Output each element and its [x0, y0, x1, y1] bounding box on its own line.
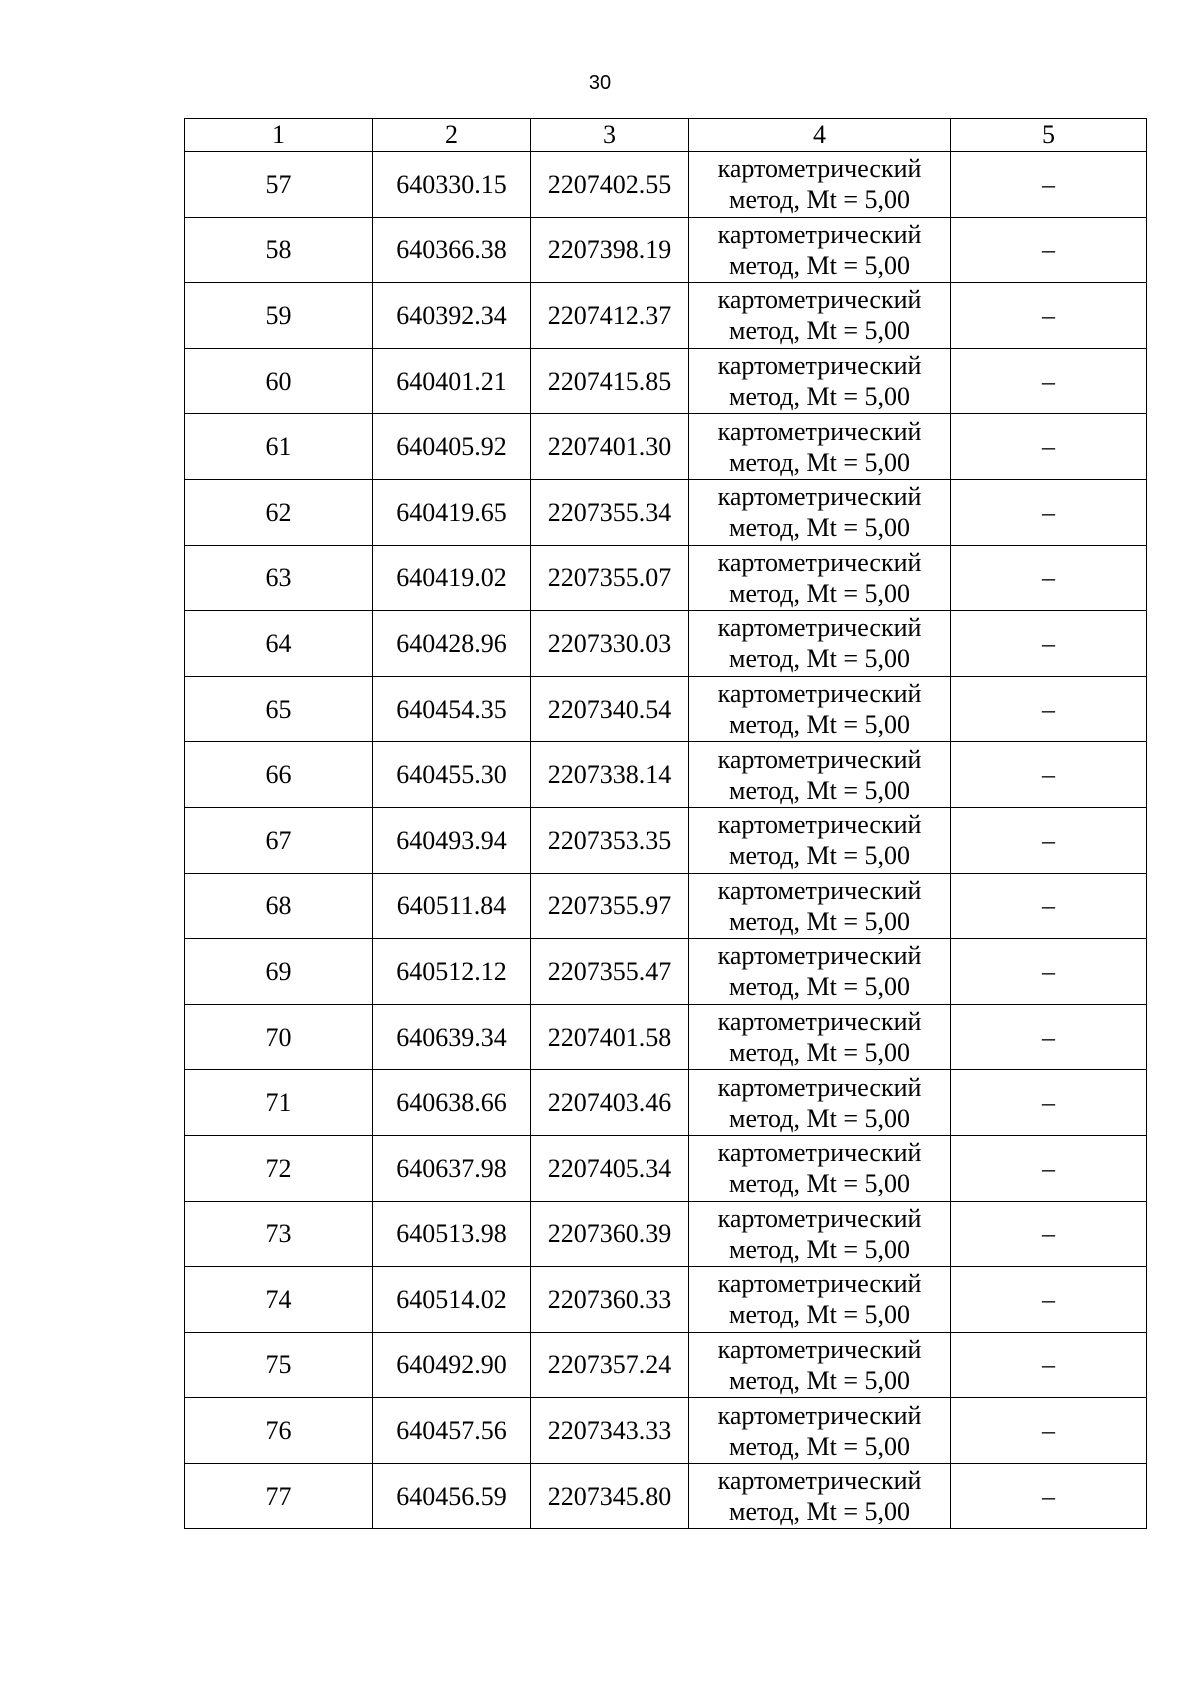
method-cell: [689, 939, 951, 1005]
point-number-cell: 57: [185, 152, 373, 218]
y-coordinate-cell: 2207355.97: [531, 873, 689, 939]
method-line-2: метод, Mt = 5,00: [729, 1497, 910, 1527]
point-number-cell: 59: [185, 283, 373, 349]
note-cell: –: [951, 283, 1147, 349]
x-coordinate-cell: 640639.34: [373, 1004, 531, 1070]
method-cell: [689, 152, 951, 218]
method-cell: [689, 1332, 951, 1398]
note-cell: –: [951, 742, 1147, 808]
x-coordinate-cell: 640428.96: [373, 611, 531, 677]
page-number: 30: [588, 72, 612, 94]
y-coordinate-cell: 2207403.46: [531, 1070, 689, 1136]
point-number-cell: 63: [185, 545, 373, 611]
method-line-2: метод, Mt = 5,00: [729, 1169, 910, 1199]
note-cell: –: [951, 1004, 1147, 1070]
point-number-cell: 76: [185, 1398, 373, 1464]
x-coordinate-cell: 640512.12: [373, 939, 531, 1005]
table-row: [185, 1398, 1147, 1464]
note-cell: –: [951, 611, 1147, 677]
method-line-2: метод, Mt = 5,00: [729, 382, 910, 412]
method-line-2: метод, Mt = 5,00: [729, 841, 910, 871]
table-row: [185, 1463, 1147, 1529]
y-coordinate-cell: 2207355.34: [531, 479, 689, 545]
method-line-1: картометрический: [717, 1466, 922, 1496]
note-cell: –: [951, 1267, 1147, 1333]
method-line-1: картометрический: [717, 219, 922, 249]
y-coordinate-cell: 2207343.33: [531, 1398, 689, 1464]
table-body: [185, 152, 1147, 1529]
note-cell: –: [951, 807, 1147, 873]
y-coordinate-cell: 2207355.07: [531, 545, 689, 611]
point-number-cell: 66: [185, 742, 373, 808]
y-coordinate-cell: 2207338.14: [531, 742, 689, 808]
method-line-1: картометрический: [717, 679, 922, 709]
point-number-cell: 65: [185, 676, 373, 742]
method-line-1: картометрический: [717, 1269, 922, 1299]
point-number-cell: 72: [185, 1135, 373, 1201]
method-line-2: метод, Mt = 5,00: [729, 250, 910, 280]
table-row: [185, 1267, 1147, 1333]
method-cell: [689, 1201, 951, 1267]
y-coordinate-cell: 2207345.80: [531, 1463, 689, 1529]
method-line-2: метод, Mt = 5,00: [729, 1038, 910, 1068]
method-cell: [689, 873, 951, 939]
method-cell: [689, 807, 951, 873]
note-cell: –: [951, 217, 1147, 283]
table-row: [185, 611, 1147, 677]
y-coordinate-cell: 2207330.03: [531, 611, 689, 677]
x-coordinate-cell: 640514.02: [373, 1267, 531, 1333]
note-cell: –: [951, 1332, 1147, 1398]
table-header: [185, 119, 1147, 152]
note-cell: –: [951, 1135, 1147, 1201]
table-row: [185, 1135, 1147, 1201]
point-number-cell: 60: [185, 348, 373, 414]
y-coordinate-cell: 2207355.47: [531, 939, 689, 1005]
y-coordinate-cell: 2207360.39: [531, 1201, 689, 1267]
point-number-cell: 75: [185, 1332, 373, 1398]
x-coordinate-cell: 640419.65: [373, 479, 531, 545]
method-cell: [689, 283, 951, 349]
y-coordinate-cell: 2207412.37: [531, 283, 689, 349]
method-line-2: метод, Mt = 5,00: [729, 1365, 910, 1395]
x-coordinate-cell: 640392.34: [373, 283, 531, 349]
x-coordinate-cell: 640366.38: [373, 217, 531, 283]
method-cell: [689, 1398, 951, 1464]
method-line-2: метод, Mt = 5,00: [729, 513, 910, 543]
y-coordinate-cell: 2207402.55: [531, 152, 689, 218]
column-header-3: 3: [531, 119, 689, 152]
x-coordinate-cell: 640419.02: [373, 545, 531, 611]
point-number-cell: 67: [185, 807, 373, 873]
x-coordinate-cell: 640454.35: [373, 676, 531, 742]
y-coordinate-cell: 2207353.35: [531, 807, 689, 873]
method-cell: [689, 676, 951, 742]
column-header-2: 2: [373, 119, 531, 152]
table-row: [185, 217, 1147, 283]
table-row: [185, 348, 1147, 414]
x-coordinate-cell: 640511.84: [373, 873, 531, 939]
point-number-cell: 68: [185, 873, 373, 939]
table-row: [185, 873, 1147, 939]
method-cell: [689, 742, 951, 808]
method-line-1: картометрический: [717, 1072, 922, 1102]
method-line-1: картометрический: [717, 351, 922, 381]
table-row: [185, 676, 1147, 742]
method-line-1: картометрический: [717, 744, 922, 774]
y-coordinate-cell: 2207405.34: [531, 1135, 689, 1201]
table-row: [185, 742, 1147, 808]
header-row: [185, 119, 1147, 152]
method-cell: [689, 1463, 951, 1529]
table-row: [185, 414, 1147, 480]
y-coordinate-cell: 2207398.19: [531, 217, 689, 283]
method-line-2: метод, Mt = 5,00: [729, 447, 910, 477]
table-row: [185, 1332, 1147, 1398]
point-number-cell: 69: [185, 939, 373, 1005]
point-number-cell: 73: [185, 1201, 373, 1267]
x-coordinate-cell: 640637.98: [373, 1135, 531, 1201]
point-number-cell: 70: [185, 1004, 373, 1070]
method-line-2: метод, Mt = 5,00: [729, 710, 910, 740]
point-number-cell: 77: [185, 1463, 373, 1529]
note-cell: –: [951, 1463, 1147, 1529]
point-number-cell: 64: [185, 611, 373, 677]
method-cell: [689, 611, 951, 677]
method-line-2: метод, Mt = 5,00: [729, 972, 910, 1002]
note-cell: –: [951, 939, 1147, 1005]
method-line-1: картометрический: [717, 810, 922, 840]
method-line-1: картометрический: [717, 875, 922, 905]
note-cell: –: [951, 479, 1147, 545]
table-row: [185, 1070, 1147, 1136]
table-row: [185, 479, 1147, 545]
method-cell: [689, 217, 951, 283]
y-coordinate-cell: 2207415.85: [531, 348, 689, 414]
note-cell: –: [951, 348, 1147, 414]
note-cell: –: [951, 545, 1147, 611]
column-header-4: 4: [689, 119, 951, 152]
x-coordinate-cell: 640493.94: [373, 807, 531, 873]
note-cell: –: [951, 676, 1147, 742]
y-coordinate-cell: 2207401.30: [531, 414, 689, 480]
note-cell: –: [951, 1398, 1147, 1464]
method-cell: [689, 348, 951, 414]
x-coordinate-cell: 640638.66: [373, 1070, 531, 1136]
x-coordinate-cell: 640492.90: [373, 1332, 531, 1398]
note-cell: –: [951, 152, 1147, 218]
method-line-1: картометрический: [717, 1400, 922, 1430]
table-row: [185, 1004, 1147, 1070]
note-cell: –: [951, 873, 1147, 939]
point-number-cell: 61: [185, 414, 373, 480]
y-coordinate-cell: 2207357.24: [531, 1332, 689, 1398]
method-line-1: картометрический: [717, 1007, 922, 1037]
method-line-1: картометрический: [717, 154, 922, 184]
method-line-2: метод, Mt = 5,00: [729, 316, 910, 346]
method-line-2: метод, Mt = 5,00: [729, 906, 910, 936]
method-line-1: картометрический: [717, 416, 922, 446]
method-line-2: метод, Mt = 5,00: [729, 1300, 910, 1330]
table-row: [185, 939, 1147, 1005]
method-cell: [689, 1267, 951, 1333]
table-row: [185, 1201, 1147, 1267]
x-coordinate-cell: 640513.98: [373, 1201, 531, 1267]
table-row: [185, 807, 1147, 873]
table-row: [185, 283, 1147, 349]
note-cell: –: [951, 1201, 1147, 1267]
method-line-1: картометрический: [717, 547, 922, 577]
y-coordinate-cell: 2207360.33: [531, 1267, 689, 1333]
x-coordinate-cell: 640457.56: [373, 1398, 531, 1464]
method-cell: [689, 414, 951, 480]
note-cell: –: [951, 414, 1147, 480]
table-row: [185, 152, 1147, 218]
point-number-cell: 74: [185, 1267, 373, 1333]
point-number-cell: 58: [185, 217, 373, 283]
method-cell: [689, 1070, 951, 1136]
method-line-2: метод, Mt = 5,00: [729, 775, 910, 805]
method-cell: [689, 479, 951, 545]
method-line-1: картометрический: [717, 1138, 922, 1168]
method-line-1: картометрический: [717, 613, 922, 643]
y-coordinate-cell: 2207401.58: [531, 1004, 689, 1070]
method-cell: [689, 545, 951, 611]
note-cell: –: [951, 1070, 1147, 1136]
x-coordinate-cell: 640405.92: [373, 414, 531, 480]
coordinates-table: [184, 118, 1147, 1529]
y-coordinate-cell: 2207340.54: [531, 676, 689, 742]
method-line-1: картометрический: [717, 1334, 922, 1364]
method-cell: [689, 1135, 951, 1201]
method-line-2: метод, Mt = 5,00: [729, 1234, 910, 1264]
method-line-2: метод, Mt = 5,00: [729, 578, 910, 608]
table-row: [185, 545, 1147, 611]
x-coordinate-cell: 640330.15: [373, 152, 531, 218]
point-number-cell: 62: [185, 479, 373, 545]
column-header-1: 1: [185, 119, 373, 152]
method-line-2: метод, Mt = 5,00: [729, 1431, 910, 1461]
method-line-2: метод, Mt = 5,00: [729, 185, 910, 215]
method-line-1: картометрический: [717, 482, 922, 512]
column-header-5: 5: [951, 119, 1147, 152]
method-line-2: метод, Mt = 5,00: [729, 644, 910, 674]
x-coordinate-cell: 640456.59: [373, 1463, 531, 1529]
point-number-cell: 71: [185, 1070, 373, 1136]
x-coordinate-cell: 640401.21: [373, 348, 531, 414]
method-line-1: картометрический: [717, 941, 922, 971]
method-line-2: метод, Mt = 5,00: [729, 1103, 910, 1133]
method-line-1: картометрический: [717, 1203, 922, 1233]
x-coordinate-cell: 640455.30: [373, 742, 531, 808]
method-line-1: картометрический: [717, 285, 922, 315]
method-cell: [689, 1004, 951, 1070]
